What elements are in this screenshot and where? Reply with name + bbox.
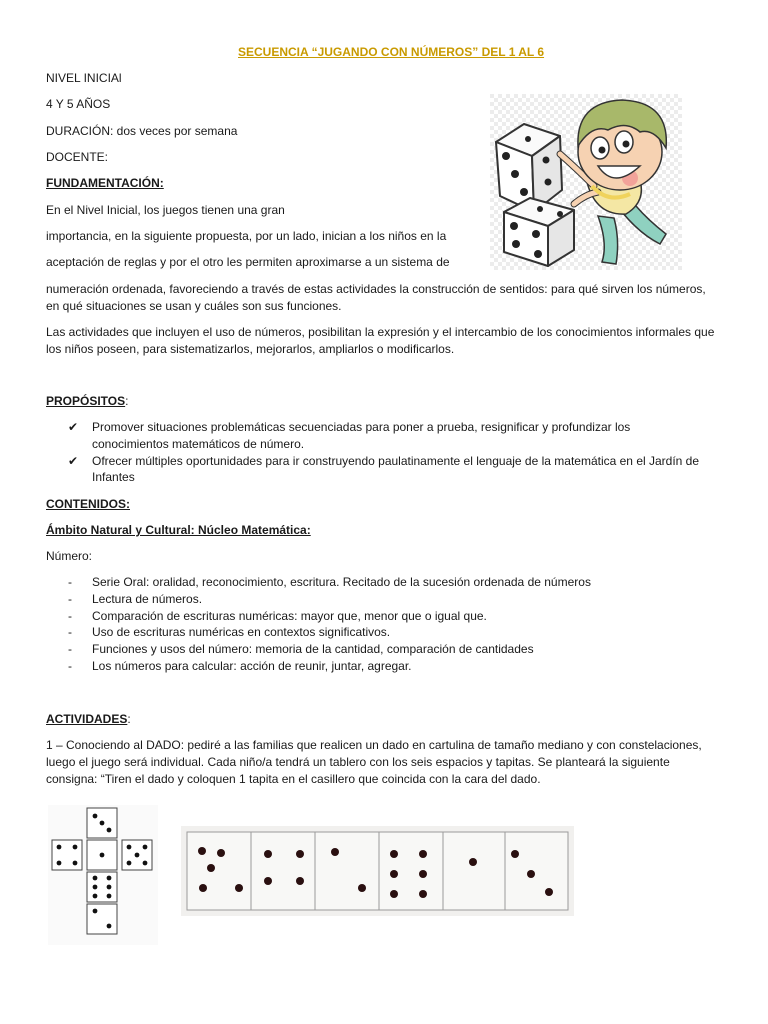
list-item: ✔ Promover situaciones problemáticas secuenciadas para poner a prueba, resignificar y profundizar los conocimientos matemáticos de número. [68, 420, 631, 451]
fundamentacion-line-1: En el Nivel Inicial, los juegos tienen una gran [46, 203, 285, 217]
list-item: - Lectura de números. [68, 591, 203, 606]
duracion-value: dos veces por semana [113, 124, 238, 138]
list-item: - Comparación de escrituras numéricas: mayor que, menor que o igual que. [68, 608, 487, 623]
list-item: ✔ Ofrecer múltiples oportunidades para ir construyendo paulatinamente el lenguaje de la matemática en el Jardín de Infantes [68, 453, 700, 485]
duracion-line [46, 123, 237, 139]
fundamentacion-heading: FUNDAMENTACIÓN: [46, 176, 164, 190]
list-item: - Funciones y usos del número: memoria de la cantidad, comparación de cantidades [68, 642, 534, 657]
nivel-text: NIVEL INICIAl [46, 71, 122, 85]
numero-label: Número: [46, 549, 93, 563]
contenidos-list [46, 574, 706, 675]
check-icon: ✔ [68, 453, 79, 468]
fundamentacion-paragraph-2: Las actividades que incluyen el uso de números, posibilitan la expresión y el intercambio de los conocimientos informales que los niños poseen, para sistematizarlos, mejorarlos, ampliarlos o modificarlos. [46, 325, 715, 356]
edades-text: 4 Y 5 AÑOS [46, 97, 111, 111]
propositos-list [46, 419, 706, 486]
boy-with-dice-icon [490, 94, 682, 270]
list-item: - Los números para calcular: acción de reunir, juntar, agregar. [68, 658, 412, 673]
check-icon: ✔ [68, 420, 79, 434]
docente-text: DOCENTE: [46, 150, 109, 164]
actividades-heading-line [46, 711, 131, 727]
dice-net-icon [48, 805, 158, 945]
page-title: SECUENCIA “JUGANDO CON NÚMEROS” DEL 1 AL 6 [238, 45, 545, 59]
duracion-label: DURACIÓN: [46, 124, 114, 138]
actividades-heading: ACTIVIDADES [46, 712, 128, 726]
propositos-heading: PROPÓSITOS [46, 394, 126, 408]
actividades-colon: : [127, 712, 131, 726]
list-item: - Serie Oral: oralidad, reconocimiento, escritura. Recitado de la sucesión ordenada de números [68, 575, 591, 589]
ambito-heading: Ámbito Natural y Cultural: Núcleo Matemática: [46, 523, 311, 537]
actividades-paragraph: 1 – Conociendo al DADO: pediré a las familias que realicen un dado en cartulina de tamaño mediano y con constelaciones, luego el juego será individual. Cada niño/a tendrá un tablero con los seis espacios y tapitas. Se planteará la siguiente consigna: “Tiren el dado y coloquen 1 tapita en el casillero que coincida con la cara del dado. [46, 738, 702, 786]
dice-board-icon [181, 826, 574, 916]
contenidos-heading: CONTENIDOS: [46, 497, 130, 511]
fundamentacion-line-2: importancia, en la siguiente propuesta, por un lado, inician a los niños en la [46, 229, 447, 243]
fundamentacion-paragraph-1: numeración ordenada, favoreciendo a través de estas actividades la construcción de sentidos: para qué sirven los números, en qué situaciones se usan y cuáles son sus funciones. [46, 282, 706, 313]
propositos-colon: : [125, 394, 129, 408]
fundamentacion-line-3: aceptación de reglas y por el otro les permiten aproximarse a un sistema de [46, 255, 450, 269]
propositos-heading-line [46, 393, 128, 409]
list-item: - Uso de escrituras numéricas en contextos significativos. [68, 625, 391, 640]
